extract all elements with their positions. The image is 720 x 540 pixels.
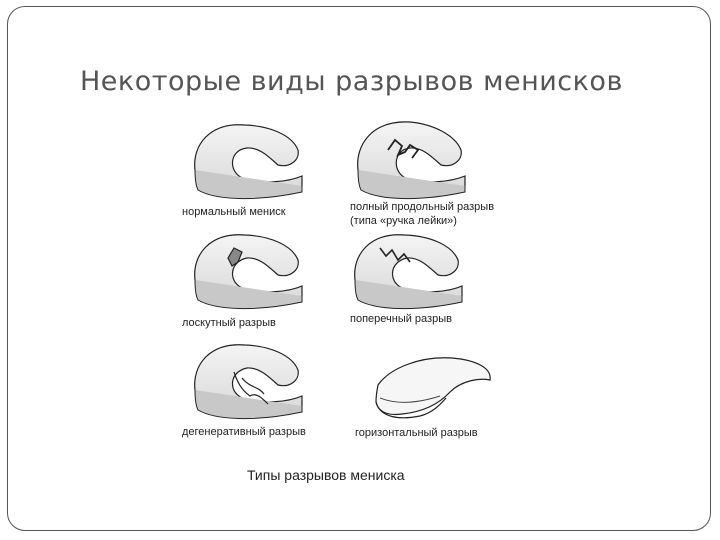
label-horizontal-tear: горизонтальный разрыв [355, 427, 478, 439]
slide-title: Некоторые виды разрывов менисков [80, 66, 623, 97]
figure-caption: Типы разрывов мениска [247, 467, 405, 483]
label-bucket-handle-line1: полный продольный разрыв [350, 201, 495, 213]
meniscus-bucket-handle [358, 122, 465, 199]
label-degenerative-tear: дегенеративный разрыв [182, 426, 306, 438]
meniscus-flap [195, 235, 302, 309]
meniscus-degenerative [195, 345, 302, 419]
meniscus-horizontal [376, 358, 490, 418]
label-flap-tear: лоскутный разрыв [182, 317, 276, 329]
label-bucket-handle-line2: (типа «ручка лейки») [350, 215, 457, 227]
meniscus-normal [195, 125, 302, 199]
meniscus-transverse [355, 235, 462, 309]
label-normal-meniscus: нормальный мениск [182, 206, 286, 218]
label-transverse-tear: поперечный разрыв [350, 313, 452, 325]
